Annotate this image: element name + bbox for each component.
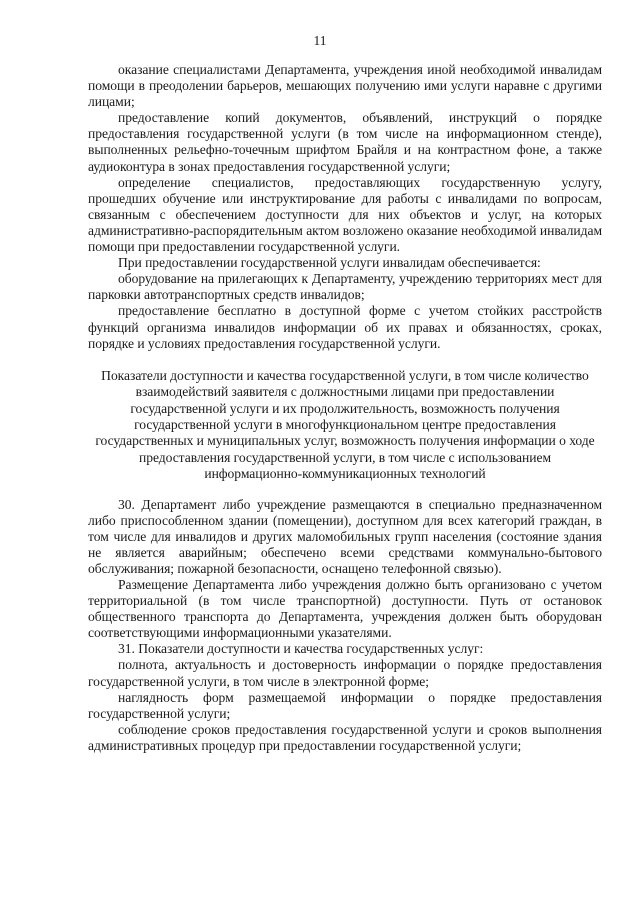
paragraph-placement: Размещение Департамента либо учреждения должно быть организовано с учетом территориальной (в том числе транспортной) доступности. Путь от остановок общественного транспорта до Департамента, учреждения должен быть оборудован соответствующими информационными указателями.: [88, 577, 602, 641]
paragraph-assistance: оказание специалистами Департамента, учреждения иной необходимой инвалидам помощи в преодолении барьеров, мешающих получению ими услуги наравне с другими лицами;: [88, 62, 602, 110]
paragraph-clarity: наглядность форм размещаемой информации о порядке предоставления государственной услуги;: [88, 689, 602, 721]
paragraph-parking: оборудование на прилегающих к Департаменту, учреждению территориях мест для парковки автотранспортных средств инвалидов;: [88, 271, 602, 303]
page-number: 11: [313, 33, 327, 48]
section-heading: Показатели доступности и качества государственной услуги, в том числе количество взаимодействий заявителя с должностными лицами при предоставлении государственной услуги и их продолжительность, возможность получения государственной услуги в многофункциональном центре предоставления государственных и муниципальных услуг, возможность получения информации о ходе предоставления государственной услуги, в том числе с использованием информационно-коммуникационных технологий: [95, 367, 595, 482]
paragraph-item-30: 30. Департамент либо учреждение размещаются в специально предназначенном либо приспособленном здании (помещении), доступном для всех категорий граждан, в том числе для инвалидов и других маломобильных групп населения (состояние здания не является аварийным; обеспечено всеми средствами коммунально-бытового обслуживания; пожарной безопасности, оснащено телефонной связью).: [88, 496, 602, 576]
paragraph-braille-copies: предоставление копий документов, объявлений, инструкций о порядке предоставления государственной услуги (в том числе на информационном стенде), выполненных рельефно-точечным шрифтом Брайля и на контрастном фоне, а также аудиоконтура в зонах предоставления государственной услуги;: [88, 110, 602, 174]
paragraph-provision-intro: При предоставлении государственной услуги инвалидам обеспечивается:: [118, 255, 541, 271]
paragraph-deadlines: соблюдение сроков предоставления государственной услуги и сроков выполнения административных процедур при предоставлении государственной услуги;: [88, 721, 602, 753]
paragraph-item-31: 31. Показатели доступности и качества государственных услуг:: [118, 641, 484, 657]
paragraph-specialists: определение специалистов, предоставляющих государственную услугу, прошедших обучение или инструктирование для работы с инвалидами по вопросам, связанным с обеспечением доступности для них объектов и услуг, на которых административно-распорядительным актом возложено оказание необходимой инвалидам помощи при предоставлении государственной услуги.: [88, 174, 602, 255]
paragraph-completeness: полнота, актуальность и достоверность информации о порядке предоставления государственной услуги, в том числе в электронной форме;: [88, 657, 602, 689]
paragraph-free-information: предоставление бесплатно в доступной форме с учетом стойких расстройств функций организма инвалидов информации об их правах и обязанностях, сроках, порядке и условиях предоставления государственной услуги.: [88, 303, 602, 351]
document-body: [88, 62, 602, 754]
